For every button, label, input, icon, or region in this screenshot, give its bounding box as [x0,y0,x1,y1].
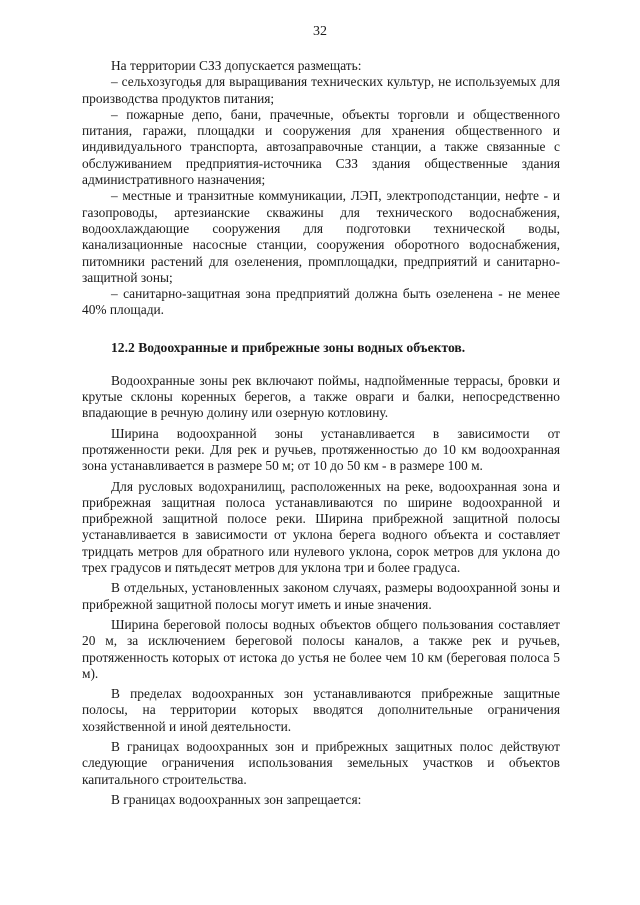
paragraph: В границах водоохранных зон и прибрежных защитных полос действуют следующие ограничения использования земельных участков и объектов капитального строительства. [82,738,560,787]
water-zones-section [82,373,560,808]
paragraph: Ширина водоохранной зоны устанавливается в зависимости от протяженности реки. Для рек и ручьев, протяженностью до 10 км водоохранная зона устанавливается в размере 50 м; от 10 до 50 км - в размере 100 м. [82,425,560,474]
szz-intro: На территории СЗЗ допускается размещать: [111,58,362,73]
page-content [82,58,560,808]
paragraph: В отдельных, установленных законом случаях, размеры водоохранной зоны и прибрежной защитной полосы могут иметь и иные значения. [82,580,560,612]
szz-item: – санитарно-защитная зона предприятий должна быть озеленена - не менее 40% площади. [82,286,560,318]
szz-item: – пожарные депо, бани, прачечные, объекты торговли и общественного питания, гаражи, площадки и сооружения для хранения общественного и индивидуального транспорта, автозаправочные станции, а также связанные с обслуживанием предприятия-источника СЗЗ здания общественные здания административного назначения; [82,106,560,188]
section-heading: 12.2 Водоохранные и прибрежные зоны водных объектов. [111,339,466,355]
paragraph: Водоохранные зоны рек включают поймы, надпойменные террасы, бровки и крутые склоны коренных берегов, а также овраги и балки, непосредственно впадающие в речную долину или озерную котловину. [82,372,560,421]
szz-item: – местные и транзитные коммуникации, ЛЭП, электроподстанции, нефте - и газопроводы, артезианские скважины для технического водоснабжения, водоохлаждающие сооружения для подготовки технической воды, канализационные насосные станции, сооружения оборотного водоснабжения, питомники растений для озеленения, промплощадки, предприятий и санитарно-защитной зоны; [82,188,560,285]
paragraph: В пределах водоохранных зон устанавливаются прибрежные защитные полосы, на территории которых вводятся дополнительные ограничения хозяйственной и иной деятельности. [82,686,560,734]
paragraph: В границах водоохранных зон запрещается: [111,791,362,807]
page-number: 32 [313,24,327,39]
paragraph: Ширина береговой полосы водных объектов общего пользования составляет 20 м, за исключением береговой полосы каналов, а также рек и ручьев, протяженность которых от истока до устья не более чем 10 км (береговая полоса 5 м). [82,616,560,681]
szz-allowed-list [82,58,560,319]
paragraph: Для русловых водохранилищ, расположенных на реке, водоохранная зона и прибрежная защитная полоса устанавливаются по ширине водоохранной и прибрежной защитной полосе реки. Ширина прибрежной защитной полосы устанавливается в зависимости от уклона берега водного объекта и составляет тридцать метров для обратного или нулевого уклона, сорок метров для уклона до трех градусов и пятьдесят метров для уклона три и более градуса. [82,478,560,576]
szz-item: – сельхозугодья для выращивания технических культур, не используемых для производства продуктов питания; [82,74,560,106]
